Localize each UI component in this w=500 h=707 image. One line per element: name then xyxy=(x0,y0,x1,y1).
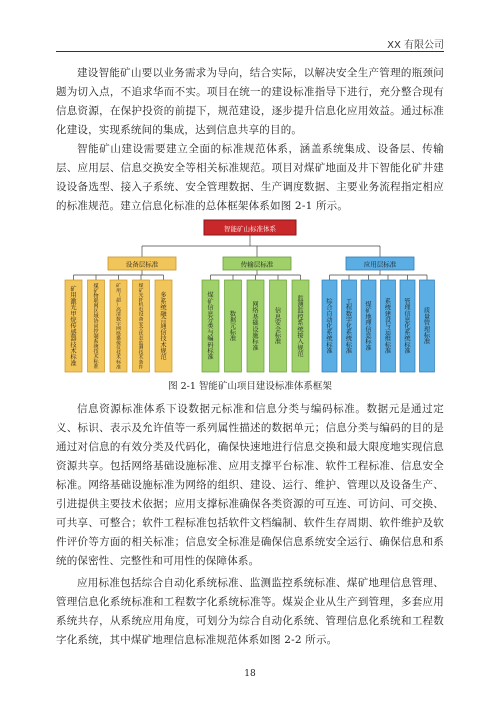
standards-framework-diagram xyxy=(56,218,444,376)
diagram-group-transport xyxy=(202,257,309,372)
group-label-application: 应用层标准 xyxy=(363,260,397,269)
page-number: 18 xyxy=(244,669,256,679)
standard-item-label: 网络基础设施标准 xyxy=(252,301,259,352)
standard-item-label: 煤矿地理信息标准 xyxy=(365,301,372,352)
standard-item-label: 工程数字化系统标准 xyxy=(345,298,353,355)
diagram-top-label: 智能矿山标准体系 xyxy=(224,225,276,233)
standard-item-label: 综合自动化系统标准 xyxy=(326,298,333,355)
diagram-group-device xyxy=(65,257,176,372)
paragraph-3: 信息资源标准体系下设数据元标准和信息分类与编码标准。数据元是通过定义、标识、表示及允许值等一系列属性描述的数据单元；信息分类与编码的目的是通过对信息的有效分类及代码化，确保快速地进行信息交换和最大限度地实现信息资源共享。包括网络基础设施标准、应用支撑平台标准、软件工程标准、信息安全标准。网络基础设施标准为网络的组织、建设、运行、维护、管理以及设备生产、引进提供主要技术依据；应用支撑标准确保各类资源的可互连、可访问、可交换、可共享、可整合；软件工程标准包括软件文档编制、软件生存周期、软件维护及软件评价等方面的相关标准；信息安全标准是确保信息系统安全运行、确保信息和系统的保密性、完整性和可用性的保障体系。 xyxy=(56,403,444,567)
standard-item-label: 质量管理标准 xyxy=(423,307,431,346)
standard-item-label: 矿用（超）高清数字网络摄像仪技术标准 xyxy=(116,284,121,371)
diagram-group-application xyxy=(322,257,435,372)
standard-item-label: 信息安全标准 xyxy=(274,307,282,346)
standard-item-label: 矿用激光甲烷传感器技术标准 xyxy=(70,285,77,368)
paragraph-4: 应用标准包括综合自动化系统标准、监测监控系统标准、煤矿地理信息管理、管理信息化系统标准和工程数字化系统标准等。煤炭企业从生产到管理，多套应用系统共存，从系统应用角度，可划分为综合自动化系统、管理信息化系统和工程数字化系统，其中煤矿地理信息标准规范体系如图 2-2 所示。 xyxy=(56,577,444,646)
paragraph-1: 建设智能矿山要以业务需求为导向，结合实际，以解决安全生产管理的瓶颈问题为切入点，不追求华而不实。项目在统一的建设标准指导下进行，充分整合现有信息资源，在保护投资的前提下，规范建设，逐步提升信息化应用效益。通过标准化建设，实现系统间的集成，达到信息共享的目的。 xyxy=(56,67,444,136)
paragraph-2: 智能矿山建设需要建立全面的标准规范体系，涵盖系统集成、设备层、传输层、应用层、信息交换安全等相关标准规范。项目对煤矿地面及井下智能化矿井建设设备选型、接入子系统、安全管理数据、生产调度数据、主要业务流程指定相应的标准规范。建立信息化标准的总体框架体系如图 2-1 所示。 xyxy=(56,143,444,212)
standard-item-label: 数据元标准 xyxy=(229,310,237,343)
standard-item-label: 煤矿物联网区域协同控制系统技术标准 xyxy=(93,283,99,371)
group-label-transport: 传输层标准 xyxy=(240,260,274,269)
standard-item-label: 煤矿信息分类与编码标准 xyxy=(207,292,214,362)
standard-item-label: 煤矿光纤机电设备安全状态监测技术条件 xyxy=(138,284,144,371)
group-label-device: 设备层标准 xyxy=(125,260,159,269)
header-rule xyxy=(56,51,444,52)
standard-item-label: 系统建设与运维标准 xyxy=(384,298,392,355)
standard-item-label: 管理信息化系统标准 xyxy=(404,298,411,355)
page-header: XX 有限公司 xyxy=(387,40,444,51)
standard-item-label: 监测监控系统接入规范 xyxy=(297,295,304,359)
standard-item-label: 多系统融合通信技术规范 xyxy=(160,292,167,362)
figure-caption: 图 2-1 智能矿山项目建设标准体系框架 xyxy=(168,381,332,392)
